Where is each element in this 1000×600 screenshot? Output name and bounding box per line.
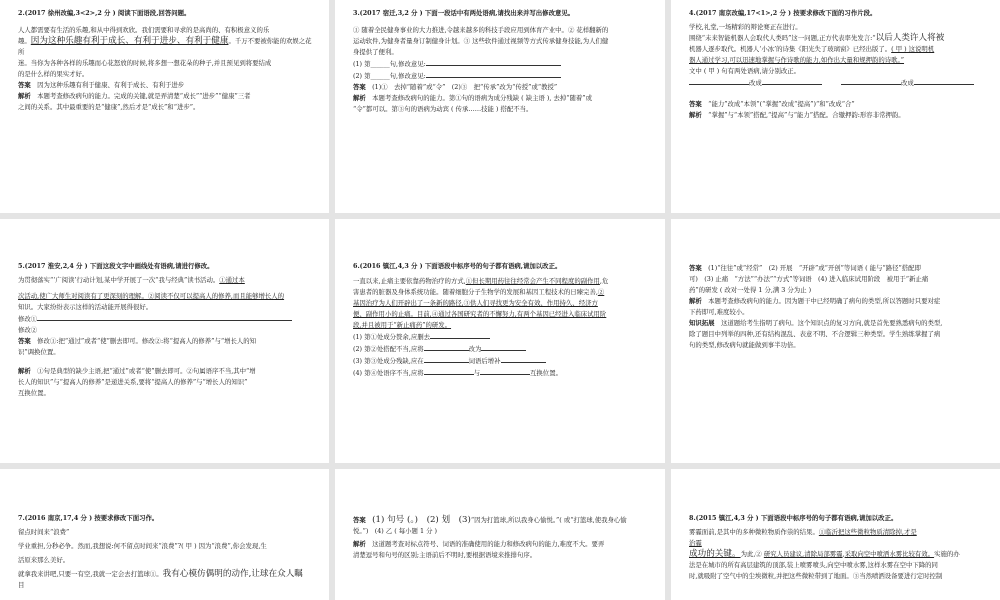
passage-line xyxy=(689,33,986,44)
explanation-text: 本题考查修改病句的能力。完成的关键,就是弄清楚“成长”“进步”“健康”三者 xyxy=(37,92,251,100)
question-heading: 5.(2017 淮安,2,4 分 ) 下面这段文字中画线处有语病,请进行修改。 xyxy=(18,262,214,270)
explanation-text: 这道题考查对标点符号、词语的准确使用的能力和修改病句的能力,难度不大。要弄 xyxy=(372,540,605,548)
passage-line: 法是在城市的所有高层建筑的顶部,装上喷雾喷头,向空中喷水雾,这样水雾在空中下降的同 xyxy=(689,561,938,569)
underlined-sentence: 采取向空中喷洒水雾比较有效。 xyxy=(844,550,935,558)
underlined-sentence: 便、副作用小的止痛。目前,④ xyxy=(353,310,439,318)
fill-label: 改成 xyxy=(900,79,914,87)
answer-blank[interactable] xyxy=(762,77,822,85)
answer-blank[interactable] xyxy=(37,313,292,321)
passage-text: ,危 xyxy=(599,277,609,285)
underlined-sentence: 段,并且被用于“新止痛药”的研发。 xyxy=(353,321,452,329)
answer-text: (1)① 去掉“随着”或“令” (2)③ 把“传承”改为“传授”或“教授” xyxy=(372,83,558,91)
answer-blank[interactable] xyxy=(501,355,546,363)
question-card-8 xyxy=(671,469,1000,600)
passage-text: 雾霾面前,是其中的多种微粒物质作祟的结果。 xyxy=(689,528,819,536)
passage-text: 以后人类许人将被 xyxy=(875,33,945,43)
answer-card-7 xyxy=(335,469,665,600)
passage-line xyxy=(18,275,315,286)
answer-line xyxy=(18,80,315,91)
passage-text: 就拿我来讲吧,只要一有空,我就一定会去打篮球①。 xyxy=(18,570,163,578)
passage-title: 留点时间来“浪费” xyxy=(18,528,70,536)
answer-line: 悦。”) (4) 乙 ( 每小题 1 分 ) xyxy=(353,527,437,535)
answer-text: 修改①:把“通过”或者“使”删去即可。修改②:将“提高人的修养”与“增长人的知 xyxy=(37,337,257,345)
underlined-sentence: ② xyxy=(597,288,605,296)
question-card-4 xyxy=(671,0,1000,213)
fill-line xyxy=(353,343,651,355)
passage-line: 活原来那么美好。 xyxy=(18,556,70,564)
passage-line: 人人都需要有生活的乐趣,和从中得到欢欣。我们需要和寻求的是高尚的、有积极意义的乐 xyxy=(18,26,270,34)
question-heading: 7.(2016 南京,17,4 分 ) 按要求修改下面习作。 xyxy=(18,514,159,522)
fill-label: (2) 第______句,修改意见: xyxy=(353,72,426,80)
underlined-text: 基因治疗为人们开辟出了一条新的路径,③供人们寻找更为安全有效、作用持久、经济方 xyxy=(353,299,598,307)
fill-label: 修改② xyxy=(18,326,38,334)
explanation-text: ①句是典型的缺少主语,把“通过”或者“使”删去即可。②句属语序不当,其中“增 xyxy=(37,367,256,375)
question-heading: 3.(2017 宿迁,3,2 分 ) 下面一段话中有两处语病,请找出来并写出修改意见。 xyxy=(353,9,575,17)
question-heading: 2.(2017 徐州改编,3<2>,2 分 ) 阅读下面语段,回答问题。 xyxy=(18,9,191,17)
answer-blank[interactable] xyxy=(424,355,469,363)
passage-line: 学校,礼堂,一场精彩的辩论赛正在进行。 xyxy=(689,23,802,31)
explanation-line: 清楚逗号和句号的区别;主语前后不明时,要根据语境来推排句序。 xyxy=(353,551,537,559)
answer-label: 答案 xyxy=(18,81,31,89)
fill-label: (3) 第③处成分残缺,应在 xyxy=(353,357,424,365)
passage-text: 。千万不要被你能的欢娱之花 xyxy=(228,37,312,45)
passage-line: 的是什么样的果实才好。 xyxy=(18,70,89,78)
passage-text: 我有心模仿偶明的动作,让球在众人瞩 xyxy=(162,569,303,579)
answer-line xyxy=(689,263,986,274)
fill-line xyxy=(18,325,315,336)
question-heading: 4.(2017 南京改编,17<1>,2 分 ) 按要求修改下面的习作片段。 xyxy=(689,9,877,17)
passage-text: 围绕“未来智能机器人会取代人类吗”这一问题,正方代表率先发言:“ xyxy=(689,34,876,42)
fill-label: 修改① xyxy=(18,315,38,323)
explanation-line xyxy=(689,296,986,307)
question-card-7 xyxy=(0,469,329,600)
explanation-label: 解析 xyxy=(18,92,31,100)
knowledge-label: 知识拓展 xyxy=(689,319,715,327)
passage-line: 运动软件,为健身者量身订制健身计划。③ 这些软件通过视频等方式传承健身技能,为人们健 xyxy=(353,37,609,45)
underlined-sentence: 成功的关键。 xyxy=(689,549,741,559)
knowledge-line: 句的类型,修改病句就能做到事半功倍。 xyxy=(689,341,800,349)
answer-text: (1) 句号 (。) (2) 划 (3) xyxy=(372,515,471,525)
answer-label: 答案 xyxy=(689,264,702,272)
underlined-sentence: 通过各国研究者的不懈努力,有两个基因已经进入临床试用阶 xyxy=(438,310,607,318)
fill-line xyxy=(353,58,651,70)
fill-label: 改成 xyxy=(749,79,762,87)
question-card-5 xyxy=(0,219,329,463)
underlined-sentence xyxy=(353,298,651,309)
explanation-label: 解析 xyxy=(18,367,31,375)
underlined-sentence: ( 甲 ) 这说明机 xyxy=(891,45,935,53)
explanation-line: “令”都可以。第③句的语病为动宾 ( 传承……技能 ) 搭配不当。 xyxy=(353,105,533,113)
passage-line xyxy=(353,287,651,298)
underlined-sentence: 研究人员建议,清除局部雾霾 xyxy=(763,550,843,558)
fill-line xyxy=(353,367,651,379)
answer-blank[interactable] xyxy=(841,77,901,85)
passage-line: 时,就吸附了空气中的尘埃微粒,并把这些微粒带到了地面。③当然喷洒设备要进行定时控制 xyxy=(689,572,943,580)
passage-line: 文中 ( 甲 ) 句有两处语病,请分别改正。 xyxy=(689,67,801,75)
explanation-label: 解析 xyxy=(689,297,702,305)
explanation-line: 之间的关系。其中最重要的是“健康”,然后才是“成长”和“进步”。 xyxy=(18,103,200,111)
fill-label: 词语后增补 xyxy=(468,357,501,365)
passage-line: 身提供了便利。 xyxy=(353,48,398,56)
answer-blank[interactable] xyxy=(426,70,561,78)
answer-blank[interactable] xyxy=(480,367,530,375)
answer-blank[interactable] xyxy=(914,77,974,85)
answer-label: 答案 xyxy=(689,100,702,108)
answer-line: 可) (3) 止痛 “方法”“办法”“方式”等词语 (4) 进入临床试用阶段 被用于“新止痛 xyxy=(689,275,929,283)
question-heading: 6.(2016 镇江,4,3 分 ) 下面语段中标序号的句子都有语病,请加以改正。 xyxy=(353,262,562,270)
passage-line: 知识。大家纷纷表示这样的活动能开展得很好。 xyxy=(18,303,153,311)
question-card-6 xyxy=(335,219,665,463)
answer-text: (1)“往往”或“经常” (2) 开展 “开辟”或“开创”等词语 ( 能与“路径”搭配即 xyxy=(708,264,921,272)
underlined-sentence: 器人通过学习,可以迅速地掌握与作诗歌的能力,如作出大量和规押韵的诗歌。” xyxy=(689,56,905,64)
answer-line xyxy=(18,336,315,347)
passage-line: ① 随着全民健身事业的大力推进,令越来越多的科技手段应用到体育产业中。② 花样翻新的 xyxy=(353,26,609,34)
passage-line xyxy=(18,36,315,47)
fill-label: 与 xyxy=(473,369,481,377)
answer-line: 药”的研发 ( 改对一处得 1 分,满 3 分为止 ) xyxy=(689,286,812,294)
passage-line: 学业重担,分秒必争。然而,我想说:何不留点时间来“浪费”?( 甲 ) 因为“浪费”,你会发现,生 xyxy=(18,542,267,550)
answer-line xyxy=(353,82,651,93)
underlined-sentence: ①临沂把这些微粒物质清除掉,才是 xyxy=(818,528,917,536)
answer-line xyxy=(689,99,986,110)
answer-blank[interactable] xyxy=(430,331,490,339)
passage-line xyxy=(689,44,986,55)
question-heading: 8.(2015 镇江,4,3 分 ) 下面语段中标序号的句子都有语病,请加以改正。 xyxy=(689,514,898,522)
explanation-line xyxy=(18,91,315,102)
passage-text: 为贯彻落实“‘广阅读’行动计划,某中学开展了一次“我与经典”读书活动。 xyxy=(18,276,220,284)
fill-label: 互换位置。 xyxy=(530,369,562,377)
answer-card-6 xyxy=(671,219,1000,463)
answer-blank[interactable] xyxy=(689,77,749,85)
underlined-sentence: 治霾 xyxy=(689,539,702,547)
passage-text: 为此,② xyxy=(740,550,764,558)
knowledge-text: 这道题给考生指明了病句。这个知识点的复习方向,就是首先要熟悉病句的类型, xyxy=(720,319,943,327)
passage-line: 所 xyxy=(18,48,25,56)
explanation-label: 解析 xyxy=(353,94,366,102)
explanation-line: 下药即可,难度较小。 xyxy=(689,308,749,316)
explanation-text: “掌握”与“本领”搭配,“提高”与“能力”搭配。合辙押韵:形容非常押韵。 xyxy=(708,111,905,119)
answer-line: 识”调换位置。 xyxy=(18,348,60,356)
passage-line: 迷。当你为各种各样的乐趣而心花怒放的时候,将多想一想花朵的种子,并且预见到将要结成 xyxy=(18,59,272,67)
answer-label: 答案 xyxy=(353,516,366,524)
fill-label: 改为 xyxy=(468,345,482,353)
fill-line xyxy=(689,77,986,89)
passage-line: 成功的关键。为此,② 研究人员建议,清除局部雾霾,采取向空中喷洒水雾比较有效。实施的办 xyxy=(689,549,960,559)
answer-blank[interactable] xyxy=(426,58,561,66)
explanation-label: 解析 xyxy=(353,540,366,548)
passage-text: 机器人逐步取代。机器人‘小冰’的诗集《阳光失了玻璃窗》已经出版了。 xyxy=(689,45,892,53)
knowledge-line xyxy=(689,318,986,329)
passage-text: 害患者的脏器及身体系统功能。随着细胞分子生物学的发展和基因工程技术的日臻完善, xyxy=(353,288,598,296)
fill-label: (2) 第②处搭配不当,应将 xyxy=(353,345,424,353)
fill-label: (1) 第①处成分赘余,应删去 xyxy=(353,333,431,341)
knowledge-line: 除了题目中列举的四种,还有结构混乱、表意不明、不合逻辑三种类型。学生熟练掌握了病 xyxy=(689,330,941,338)
explanation-line xyxy=(18,366,315,377)
explanation-label: 解析 xyxy=(689,111,702,119)
passage-line xyxy=(353,309,651,320)
passage-line xyxy=(353,276,651,287)
answer-label: 答案 xyxy=(353,83,366,91)
passage-line xyxy=(689,527,986,538)
fill-line xyxy=(353,331,651,343)
underlined-sentence: 因为这种乐趣有利于成长、有利于进步、有利于健康 xyxy=(30,36,229,46)
fill-line xyxy=(353,70,651,82)
passage-line xyxy=(18,569,315,580)
fill-label: (4) 第④处语序不当,应将 xyxy=(353,369,424,377)
explanation-line xyxy=(353,93,651,104)
passage-text: 趣。 xyxy=(18,37,31,45)
explanation-line xyxy=(689,110,986,121)
passage-text: 一直以来,止痛主要依靠药物治疗的方式, xyxy=(353,277,466,285)
passage-text: 实施的办 xyxy=(934,550,960,558)
answer-line xyxy=(353,515,651,526)
explanation-line: 互换位置。 xyxy=(18,389,50,397)
answer-text: “能力”改成“本领”(“掌握”改成“提高”)“和”改成“合” xyxy=(708,100,855,108)
explanation-line: 长人的知识”与“提高人的修养”是递进关系,要将“提高人的修养”与“增长人的知识” xyxy=(18,378,248,386)
answer-blank[interactable] xyxy=(424,367,474,375)
underlined-sentence: ①但长期用药往往经常会产生不同程度的副作用 xyxy=(465,277,600,285)
underlined-sentence: ①通过本 xyxy=(219,276,245,284)
explanation-text: 本题考查修改病句的能力。第①句的语病为成分残缺 ( 缺主语 ), 去掉“随着”或 xyxy=(372,94,592,102)
answer-label: 答案 xyxy=(18,337,31,345)
explanation-text: 本题考查修改病句的能力。因为题干中已经明确了病句的类型,所以答题时只要对症 xyxy=(708,297,941,305)
fill-label: (1) 第______句,修改意见: xyxy=(353,60,426,68)
underlined-sentence: 次活动,使广大师生对阅读有了更深刻的理解。②阅读不仅可以提高人的修养,而且能够增长人的 xyxy=(18,292,285,300)
explanation-line xyxy=(353,539,651,550)
passage-line: 目 xyxy=(18,581,25,589)
answer-text: 因为这种乐趣有利于健康、有利于成长、有利于进步 xyxy=(37,81,185,89)
fill-line xyxy=(353,355,651,367)
fill-line xyxy=(18,313,315,325)
question-card-3 xyxy=(335,0,665,213)
answer-blank[interactable] xyxy=(424,343,469,351)
answer-text: “因为打篮球,所以我身心愉悦。”( 或“打篮球,使我身心愉 xyxy=(470,516,627,524)
question-card-2 xyxy=(0,0,329,213)
answer-blank[interactable] xyxy=(481,343,526,351)
